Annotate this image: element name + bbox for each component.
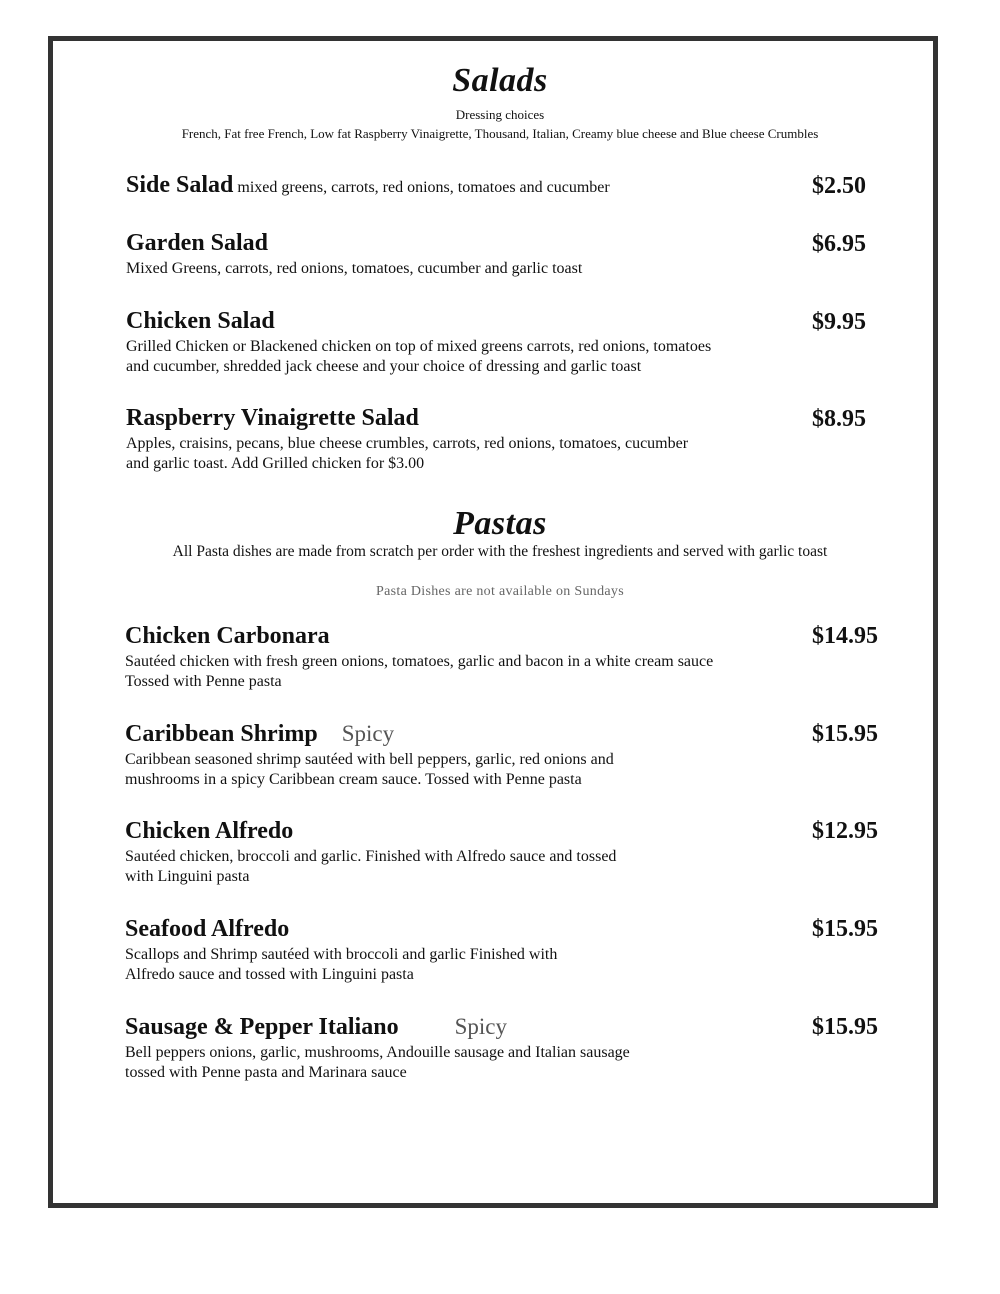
item-name: Chicken Carbonara [125,623,330,649]
menu-item-seafood-alfredo [125,916,557,985]
item-name: Chicken Salad [126,308,275,334]
item-name: Chicken Alfredo [125,818,294,844]
item-desc: Apples, craisins, pecans, blue cheese crumbles, carrots, red onions, tomatoes, cucumber [126,435,689,452]
item-name: Seafood Alfredo [125,916,290,942]
item-desc: Bell peppers onions, garlic, mushrooms, Andouille sausage and Italian sausage [125,1044,630,1061]
menu-item-sausage-pepper-italiano [125,1014,630,1083]
item-desc: Caribbean seasoned shrimp sautéed with bell peppers, garlic, red onions and [125,751,614,768]
item-price: $15.95 [812,721,878,747]
item-price: $8.95 [812,406,866,432]
item-name: Caribbean Shrimp [125,721,318,747]
pastas-title: Pastas [453,505,547,542]
item-price: $15.95 [812,916,878,942]
item-price: $2.50 [812,173,866,199]
item-name: Garden Salad [126,230,269,256]
item-desc: mixed greens, carrots, red onions, tomatoes and cucumber [237,179,610,196]
item-price: $12.95 [812,818,878,844]
item-price: $6.95 [812,231,866,257]
item-desc: Alfredo sauce and tossed with Linguini pasta [125,966,414,983]
item-desc: and garlic toast. Add Grilled chicken for $3.00 [126,455,425,472]
dressing-list: French, Fat free French, Low fat Raspberry Vinaigrette, Thousand, Italian, Creamy blue cheese and Blue cheese Crumbles [181,126,819,141]
item-name: Raspberry Vinaigrette Salad [126,405,419,431]
menu-item-chicken-salad [126,308,711,377]
item-desc: Sautéed chicken with fresh green onions, tomatoes, garlic and bacon in a white cream sauce [125,653,714,670]
menu-item-garden-salad [126,230,582,279]
item-desc: mushrooms in a spicy Caribbean cream sauce. Tossed with Penne pasta [125,771,582,788]
item-price: $15.95 [812,1014,878,1040]
item-desc: Tossed with Penne pasta [125,673,282,690]
item-name: Side Salad [126,172,234,198]
item-desc: and cucumber, shredded jack cheese and your choice of dressing and garlic toast [126,358,642,375]
menu-item-caribbean-shrimp [125,721,614,790]
menu-item-side-salad [126,172,610,199]
item-price: $9.95 [812,309,866,335]
spicy-tag: Spicy [341,721,395,746]
item-name: Sausage & Pepper Italiano [125,1014,399,1040]
pastas-availability: Pasta Dishes are not available on Sundays [376,584,624,599]
menu-item-chicken-alfredo [125,818,616,887]
item-desc: Scallops and Shrimp sautéed with broccoli and garlic Finished with [125,946,558,963]
spicy-tag: Spicy [454,1014,507,1039]
item-desc: Sautéed chicken, broccoli and garlic. Finished with Alfredo sauce and tossed [125,848,617,865]
item-desc: Mixed Greens, carrots, red onions, tomatoes, cucumber and garlic toast [126,260,583,277]
item-price: $14.95 [812,623,878,649]
menu-item-chicken-carbonara [125,623,713,692]
menu-item-raspberry-vinaigrette-salad [126,405,688,474]
dressing-label: Dressing choices [455,107,545,122]
item-desc: Grilled Chicken or Blackened chicken on top of mixed greens carrots, red onions, tomatoes [126,338,712,355]
pastas-note: All Pasta dishes are made from scratch per order with the freshest ingredients and served with garlic toast [172,543,828,560]
item-desc: with Linguini pasta [125,868,250,885]
salads-title: Salads [452,62,548,99]
item-desc: tossed with Penne pasta and Marinara sauce [125,1064,407,1081]
